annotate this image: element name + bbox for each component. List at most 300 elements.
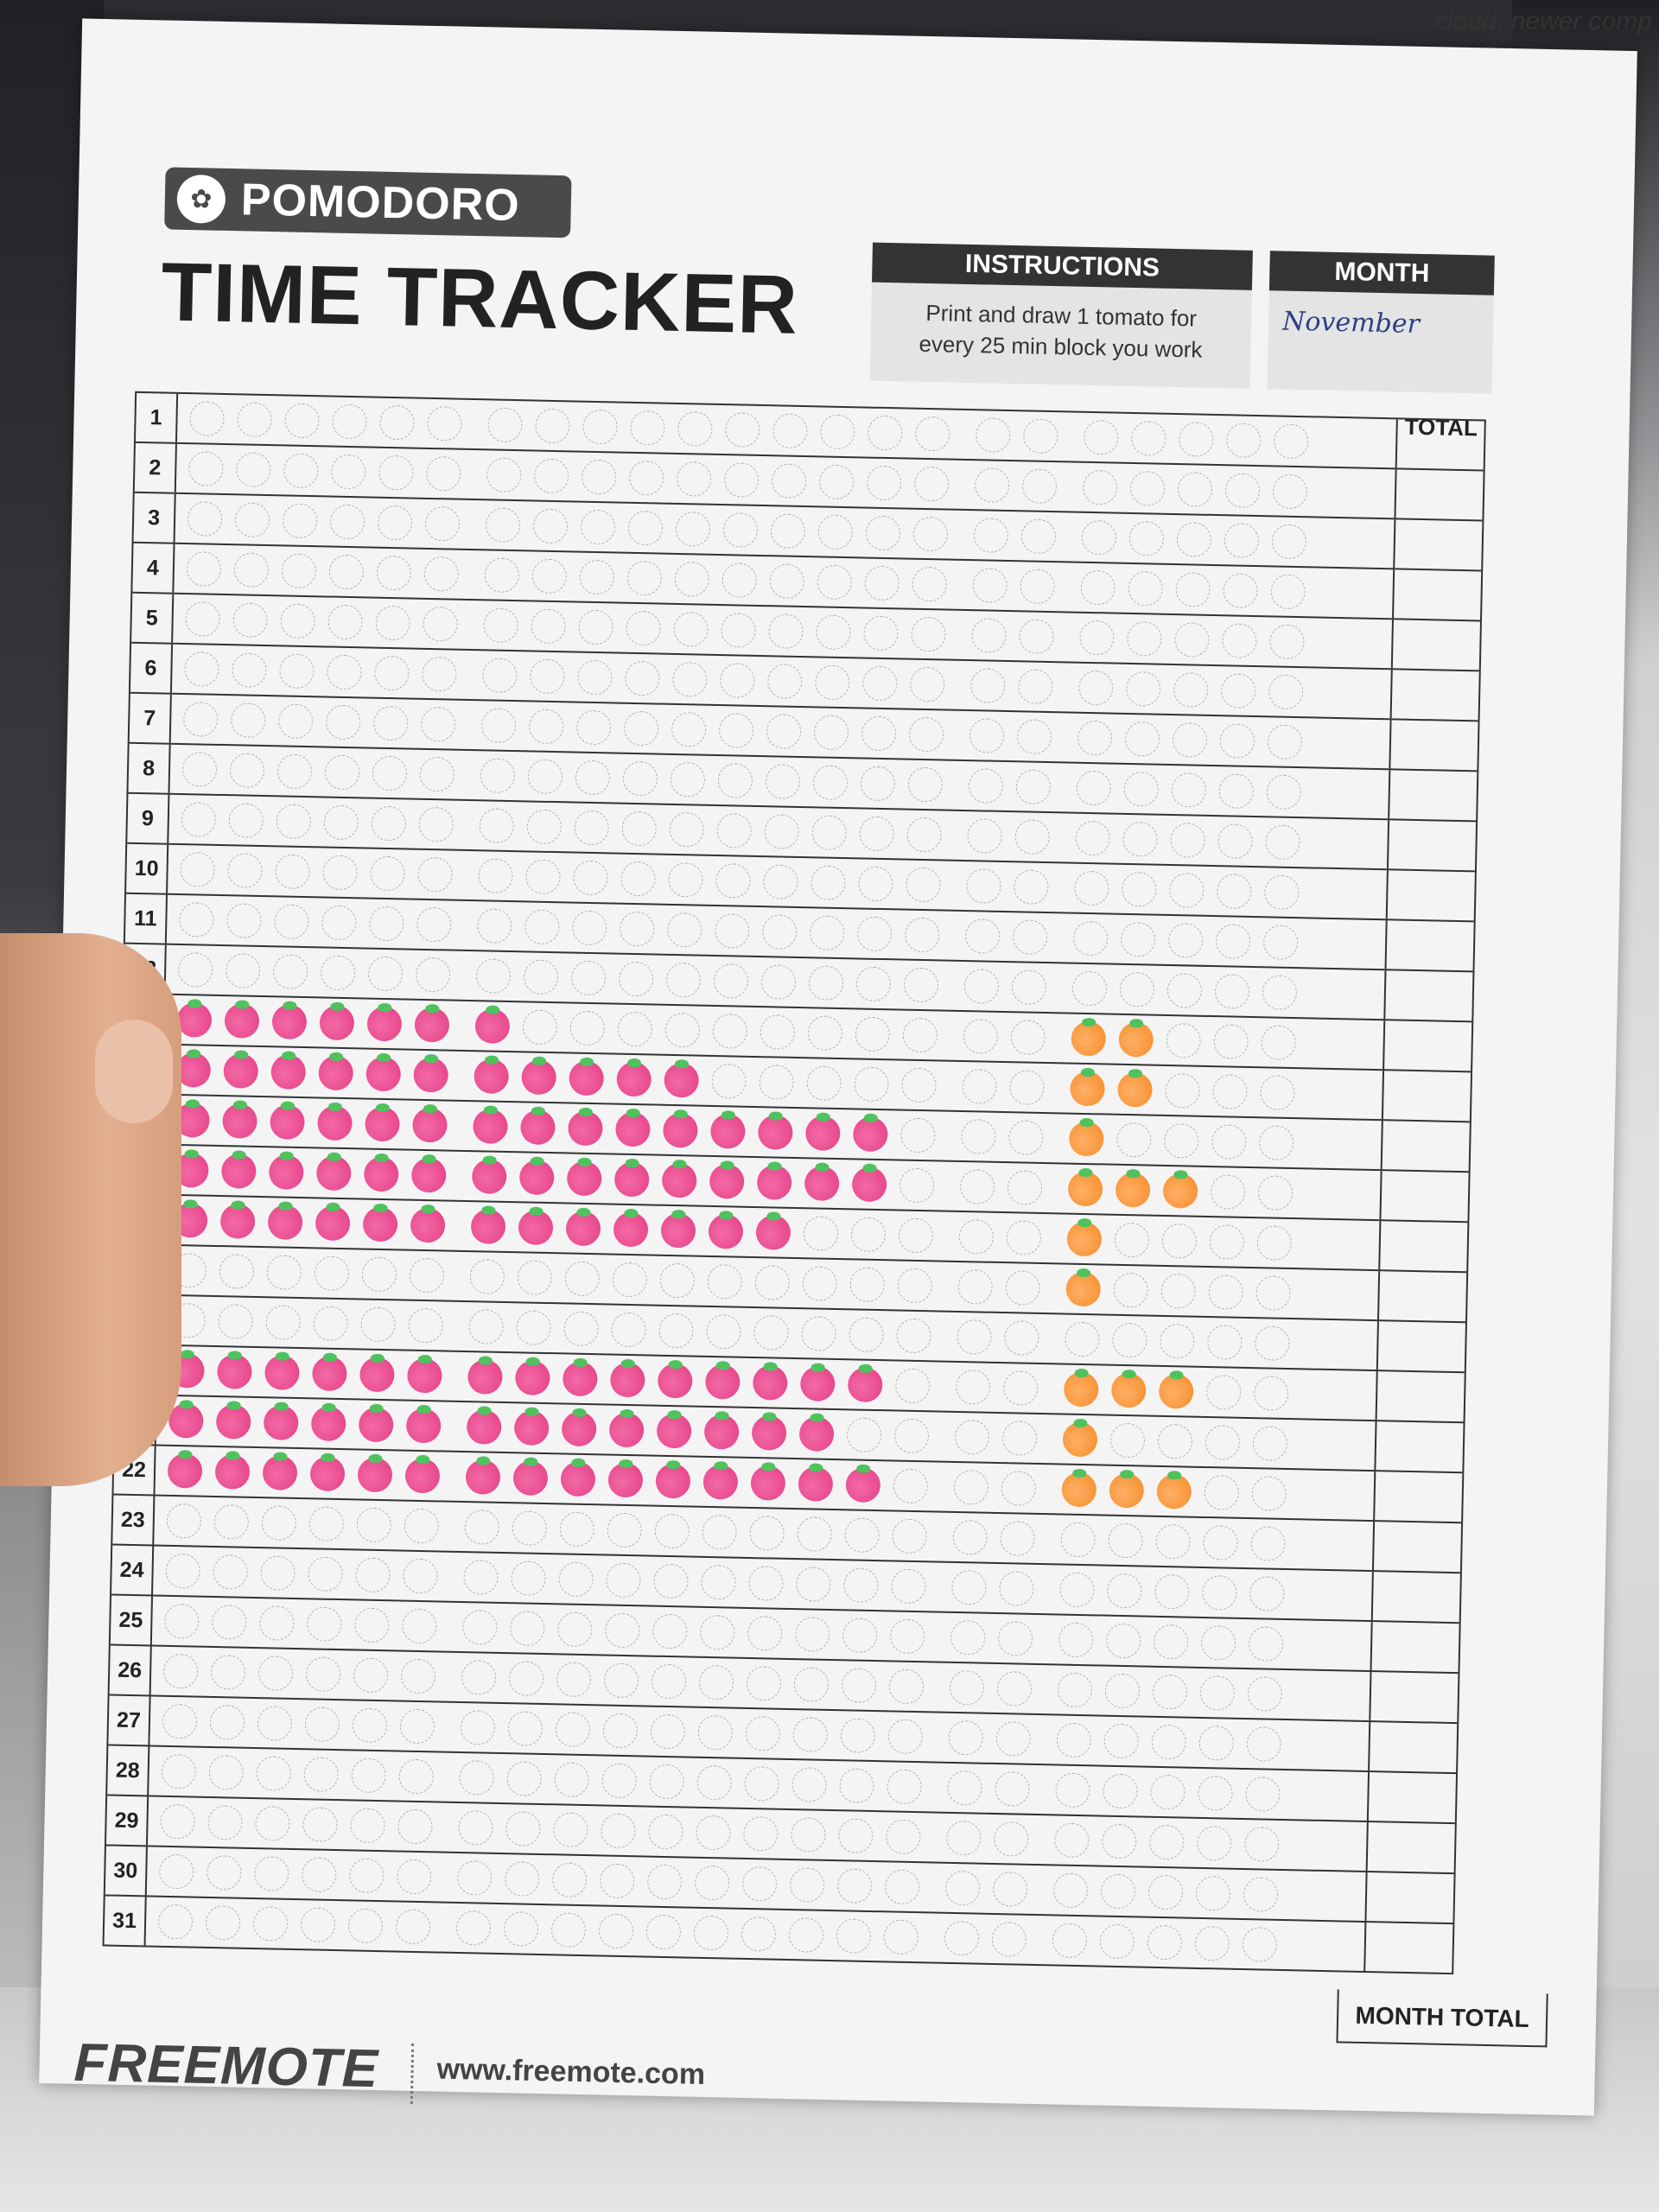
tomato-outline-icon (816, 614, 851, 650)
month-box (1268, 251, 1495, 393)
tomato-outline-icon (809, 965, 844, 1001)
tomato-outline-icon (531, 558, 567, 594)
day-number: 6 (130, 644, 173, 693)
tomato-outline-icon (796, 1567, 831, 1602)
tomato-outline-icon (233, 552, 269, 588)
tomato-pink-icon (269, 1154, 304, 1190)
tomato-orange-icon (1063, 1422, 1098, 1458)
tomato-outline-icon (606, 1563, 641, 1599)
day-total-cell (1389, 720, 1478, 770)
day-total-cell (1364, 1872, 1453, 1923)
tomato-outline-icon (326, 705, 361, 741)
tomato-outline-icon (554, 1762, 589, 1797)
tomato-outline-icon (1006, 1220, 1041, 1255)
tomato-outline-icon (283, 503, 318, 538)
tomato-outline-icon (516, 1310, 551, 1345)
tomato-outline-icon (259, 1605, 295, 1641)
tomato-pink-icon (272, 1004, 308, 1039)
tomato-outline-icon (517, 1260, 552, 1295)
tomato-outline-icon (572, 911, 607, 946)
tomato-outline-icon (1221, 673, 1256, 709)
day-number: 23 (112, 1496, 155, 1545)
tomato-outline-icon (654, 1514, 690, 1549)
tomato-outline-icon (361, 1257, 397, 1293)
tomato-outline-icon (1222, 623, 1257, 658)
tomato-outline-icon (837, 1868, 873, 1904)
tomato-outline-icon (185, 601, 220, 637)
tomato-outline-icon (763, 864, 798, 899)
tomato-outline-icon (666, 963, 702, 998)
tomato-outline-icon (577, 660, 613, 696)
tomato-outline-icon (672, 662, 708, 697)
tomato-outline-icon (302, 1807, 338, 1842)
tomato-outline-icon (1121, 922, 1156, 957)
tomato-outline-icon (944, 1921, 980, 1956)
tomato-outline-icon (630, 410, 665, 446)
tomato-outline-icon (573, 861, 608, 896)
tomato-outline-icon (867, 466, 902, 501)
tomato-outline-icon (373, 706, 409, 741)
tomato-pink-icon (853, 1116, 888, 1152)
tomato-outline-icon (623, 761, 658, 797)
tomato-outline-icon (1153, 1675, 1188, 1710)
day-number: 30 (105, 1846, 148, 1895)
tomato-pink-icon (704, 1414, 740, 1450)
tomato-outline-icon (483, 607, 518, 643)
tomato-outline-icon (1171, 772, 1206, 808)
tomato-pink-icon (316, 1155, 352, 1191)
tomato-pink-icon (359, 1407, 394, 1442)
tomato-outline-icon (815, 664, 850, 700)
tomato-outline-icon (1001, 1471, 1036, 1506)
tomato-outline-icon (1125, 721, 1160, 757)
tomato-outline-icon (1169, 873, 1205, 908)
tomato-outline-icon (330, 505, 365, 540)
tomato-pink-icon (411, 1158, 447, 1193)
tomato-outline-icon (530, 658, 565, 694)
tomato-outline-icon (476, 958, 512, 994)
tomato-pink-icon (513, 1460, 549, 1496)
day-number: 27 (108, 1695, 150, 1745)
tomato-outline-icon (1203, 1525, 1238, 1560)
tomato-outline-icon (556, 1662, 592, 1697)
day-total-cell (1388, 770, 1477, 820)
tomato-outline-icon (1058, 1672, 1093, 1707)
tomato-outline-icon (997, 1671, 1033, 1707)
tomato-outline-icon (759, 1065, 794, 1100)
tomato-outline-icon (182, 752, 218, 787)
tomato-outline-icon (1225, 473, 1261, 508)
tomato-outline-icon (976, 417, 1011, 453)
tomato-pink-icon (315, 1205, 351, 1241)
tomato-orange-icon (1070, 1071, 1105, 1107)
tomato-outline-icon (1154, 1624, 1189, 1660)
tomato-outline-icon (463, 1560, 499, 1595)
tomato-outline-icon (178, 952, 213, 988)
tomato-pink-icon (264, 1405, 299, 1440)
tomato-outline-icon (1165, 1073, 1200, 1109)
tomato-outline-icon (1161, 1224, 1197, 1259)
tomato-outline-icon (957, 1269, 993, 1305)
brand-badge (164, 167, 571, 238)
tomato-pink-icon (705, 1364, 741, 1400)
tomato-outline-icon (232, 652, 267, 688)
tomato-outline-icon (861, 715, 897, 751)
tomato-outline-icon (1020, 569, 1055, 604)
tomato-outline-icon (897, 1268, 932, 1303)
tracker-grid (103, 391, 1486, 1974)
tomato-outline-icon (695, 1866, 730, 1901)
day-total-cell (1363, 1923, 1452, 1973)
tomato-outline-icon (507, 1711, 543, 1746)
tomato-pink-icon (616, 1062, 652, 1097)
tomato-outline-icon (1266, 774, 1301, 810)
tomato-outline-icon (967, 818, 1002, 854)
tomato-outline-icon (766, 714, 802, 749)
tomato-outline-icon (1126, 671, 1161, 707)
tomato-outline-icon (899, 1218, 934, 1254)
day-number: 24 (111, 1546, 154, 1595)
tomato-outline-icon (571, 961, 607, 996)
tomato-outline-icon (676, 512, 711, 547)
tomato-outline-icon (534, 458, 569, 493)
tomato-outline-icon (235, 502, 270, 537)
tomato-outline-icon (211, 1655, 246, 1690)
footer-url: www.freemote.com (436, 2052, 706, 2092)
tomato-outline-icon (368, 957, 404, 992)
tomato-pink-icon (518, 1210, 554, 1245)
tomato-orange-icon (1068, 1172, 1103, 1207)
tomato-outline-icon (372, 756, 408, 791)
tomato-outline-icon (349, 1858, 385, 1893)
tomato-outline-icon (579, 560, 614, 595)
tomato-outline-icon (1149, 1825, 1185, 1860)
tomato-outline-icon (582, 460, 617, 495)
tomato-pink-icon (566, 1211, 601, 1246)
tomato-outline-icon (702, 1515, 737, 1550)
tomato-outline-icon (959, 1219, 995, 1255)
tomato-orange-icon (1071, 1021, 1106, 1057)
tomato-outline-icon (578, 610, 613, 645)
tomato-orange-icon (1116, 1173, 1151, 1208)
tomato-outline-icon (505, 1861, 540, 1897)
instructions-text (870, 283, 1252, 366)
tomato-outline-icon (804, 1216, 839, 1251)
tomato-orange-icon (1156, 1474, 1192, 1510)
day-number: 10 (126, 844, 168, 893)
tomato-outline-icon (535, 409, 570, 444)
tomato-outline-icon (767, 664, 803, 699)
tomato-pink-icon (312, 1356, 347, 1391)
day-number: 8 (128, 744, 170, 793)
tomato-outline-icon (1178, 472, 1213, 507)
tomato-pink-icon (800, 1366, 836, 1402)
tomato-outline-icon (1131, 421, 1166, 456)
tomato-outline-icon (900, 1118, 936, 1154)
tomato-outline-icon (569, 1010, 605, 1046)
tomato-pink-icon (702, 1465, 738, 1500)
tomato-pink-icon (410, 1208, 446, 1243)
tomato-outline-icon (1012, 969, 1047, 1005)
tomato-outline-icon (1102, 1824, 1137, 1859)
tomato-outline-icon (379, 405, 415, 441)
tomato-pink-icon (567, 1160, 602, 1196)
tomato-outline-icon (1054, 1822, 1090, 1858)
tomato-pink-icon (798, 1466, 833, 1502)
instructions-box (870, 243, 1253, 389)
tomato-outline-icon (274, 904, 309, 939)
tomato-outline-icon (401, 1659, 436, 1694)
tomato-outline-icon (427, 406, 462, 442)
tomato-outline-icon (818, 514, 854, 550)
tomato-outline-icon (866, 516, 901, 551)
tomato-pink-icon (365, 1057, 401, 1092)
tomato-outline-icon (1176, 522, 1211, 557)
tomato-outline-icon (1106, 1624, 1141, 1659)
tomato-outline-icon (753, 1315, 789, 1351)
tomato-pink-icon (520, 1109, 556, 1145)
tomato-outline-icon (1103, 1774, 1138, 1809)
tomato-pink-icon (657, 1414, 692, 1449)
tomato-pink-icon (168, 1453, 203, 1489)
tomato-outline-icon (794, 1667, 830, 1702)
tomato-outline-icon (1251, 1476, 1287, 1511)
tomato-pink-icon (467, 1359, 503, 1395)
tomato-pink-icon (658, 1363, 693, 1399)
tomato-outline-icon (303, 1757, 339, 1792)
tomato-outline-icon (531, 608, 566, 644)
tomato-outline-icon (1200, 1675, 1236, 1711)
tomato-outline-icon (280, 603, 315, 639)
tomato-outline-icon (165, 1554, 200, 1589)
tomato-outline-icon (810, 865, 846, 900)
tomato-outline-icon (327, 655, 362, 690)
tomato-outline-icon (207, 1805, 243, 1840)
tomato-pink-icon (805, 1116, 841, 1151)
tomato-outline-icon (314, 1255, 349, 1291)
tomato-outline-icon (864, 566, 899, 601)
tomato-outline-icon (213, 1554, 248, 1590)
tomato-outline-icon (528, 759, 563, 794)
tomato-outline-icon (604, 1662, 639, 1698)
tomato-outline-icon (480, 758, 516, 793)
tomato-outline-icon (423, 607, 458, 642)
tomato-outline-icon (416, 907, 452, 943)
tomato-outline-icon (721, 563, 757, 598)
day-total-cell (1371, 1572, 1460, 1622)
tomato-outline-icon (181, 802, 216, 837)
day-total-cell (1393, 519, 1482, 569)
tomato-outline-icon (720, 663, 755, 698)
tomato-pink-icon (562, 1411, 597, 1446)
tomato-outline-icon (265, 1305, 301, 1340)
tomato-outline-icon (965, 918, 1001, 954)
total-column-label: TOTAL (1404, 413, 1478, 442)
tomato-outline-icon (724, 462, 760, 498)
tomato-outline-icon (995, 1721, 1031, 1757)
day-total-cell (1382, 1071, 1471, 1121)
tomato-outline-icon (1059, 1573, 1095, 1608)
tomato-outline-icon (356, 1507, 391, 1542)
tomato-outline-icon (1211, 1124, 1247, 1160)
tomato-outline-icon (968, 768, 1003, 804)
tomato-outline-icon (914, 467, 950, 502)
tomato-outline-icon (886, 1819, 921, 1854)
tomato-outline-icon (694, 1916, 729, 1951)
tomato-outline-icon (847, 1417, 882, 1452)
tomato-outline-icon (308, 1506, 344, 1541)
tomato-outline-icon (999, 1571, 1034, 1606)
tomato-outline-icon (231, 702, 266, 738)
tomato-outline-icon (857, 916, 893, 951)
tomato-pink-icon (521, 1059, 556, 1095)
tomato-outline-icon (208, 1755, 244, 1790)
tomato-outline-icon (158, 1904, 194, 1940)
tomato-pink-icon (358, 1457, 393, 1492)
day-number: 22 (113, 1446, 156, 1495)
tomato-outline-icon (1263, 925, 1299, 960)
tomato-outline-icon (966, 868, 1001, 904)
day-total-cell (1383, 970, 1472, 1020)
tomato-pink-icon (263, 1455, 298, 1491)
tomato-outline-icon (328, 555, 364, 590)
tomato-outline-icon (422, 657, 457, 692)
day-total-cell (1382, 1020, 1471, 1071)
tomato-outline-icon (351, 1758, 386, 1793)
tomato-outline-icon (1081, 520, 1116, 556)
tomato-outline-icon (417, 857, 453, 893)
tomato-outline-icon (353, 1707, 388, 1743)
tomato-outline-icon (277, 753, 313, 789)
day-number: 2 (135, 443, 177, 493)
tomato-outline-icon (353, 1657, 389, 1693)
tomato-orange-icon (1163, 1173, 1198, 1209)
tomato-outline-icon (887, 1769, 922, 1804)
tomato-orange-icon (1159, 1374, 1194, 1409)
tomato-outline-icon (1065, 1322, 1100, 1357)
tomato-outline-icon (895, 1368, 931, 1403)
day-number: 5 (131, 594, 174, 643)
tomato-outline-icon (795, 1617, 830, 1652)
tomato-outline-icon (1170, 823, 1205, 858)
tomato-outline-icon (1160, 1274, 1196, 1309)
tomato-outline-icon (478, 858, 513, 893)
tomato-pink-icon (613, 1212, 649, 1248)
tomato-outline-icon (601, 1763, 637, 1798)
tomato-outline-icon (1256, 1225, 1292, 1261)
tomato-outline-icon (218, 1304, 253, 1339)
tomato-outline-icon (1213, 1024, 1249, 1059)
tomato-outline-icon (420, 757, 455, 792)
tomato-outline-icon (376, 556, 411, 591)
tomato-outline-icon (321, 905, 357, 940)
month-value: November (1281, 306, 1421, 340)
tomato-outline-icon (479, 808, 514, 843)
day-total-cell (1377, 1271, 1466, 1321)
tomato-outline-icon (860, 766, 895, 801)
tomato-pink-icon (756, 1215, 791, 1250)
tomato-outline-icon (1022, 468, 1058, 504)
tomato-outline-icon (160, 1804, 195, 1840)
tomato-outline-icon (765, 764, 800, 799)
tomato-outline-icon (907, 767, 943, 803)
tomato-outline-icon (742, 1866, 778, 1902)
tomato-outline-icon (854, 1066, 889, 1102)
tomato-outline-icon (1216, 924, 1251, 959)
tomato-outline-icon (226, 903, 262, 938)
tomato-pink-icon (656, 1464, 691, 1499)
tomato-outline-icon (1151, 1725, 1186, 1760)
day-number: 31 (105, 1896, 147, 1945)
tomato-outline-icon (696, 1815, 731, 1851)
tomato-outline-icon (969, 718, 1005, 753)
tomato-outline-icon (840, 1718, 875, 1753)
tomato-outline-icon (890, 1618, 925, 1654)
tomato-outline-icon (348, 1908, 384, 1943)
tomato-outline-icon (400, 1709, 435, 1745)
tomato-outline-icon (331, 454, 366, 490)
tomato-outline-icon (749, 1516, 785, 1551)
tomato-outline-icon (504, 1911, 539, 1947)
tomato-pink-icon (709, 1164, 745, 1199)
tomato-outline-icon (915, 416, 950, 452)
tomato-outline-icon (910, 667, 945, 702)
tomato-outline-icon (258, 1656, 294, 1691)
tomato-pink-icon (750, 1465, 785, 1501)
tomato-outline-icon (1017, 719, 1052, 754)
day-total-cell (1369, 1672, 1458, 1722)
tomato-outline-icon (994, 1821, 1029, 1857)
tomato-outline-icon (970, 668, 1006, 703)
tomato-outline-icon (1008, 1120, 1044, 1155)
tomato-outline-icon (553, 1812, 588, 1847)
tomato-outline-icon (790, 1867, 825, 1903)
tomato-pink-icon (474, 1008, 510, 1044)
tomato-outline-icon (486, 457, 522, 493)
tomato-outline-icon (1201, 1625, 1236, 1661)
tomato-outline-icon (1072, 971, 1108, 1007)
tomato-outline-icon (524, 959, 559, 995)
tomato-outline-icon (673, 612, 709, 647)
day-number: 28 (107, 1745, 149, 1795)
tomato-pink-icon (845, 1467, 880, 1503)
tomato-outline-icon (963, 1019, 998, 1054)
tomato-outline-icon (253, 1906, 289, 1942)
tomato-outline-icon (1271, 524, 1306, 559)
month-total-label: MONTH TOTAL (1336, 1989, 1548, 2047)
tomato-outline-icon (159, 1854, 194, 1890)
tomato-outline-icon (1175, 572, 1211, 607)
tomato-outline-icon (1218, 773, 1254, 809)
tomato-pink-icon (804, 1166, 840, 1201)
day-number: 26 (110, 1646, 152, 1695)
tomato-outline-icon (510, 1611, 545, 1646)
tomato-pink-icon (473, 1109, 508, 1144)
tomato-outline-icon (163, 1654, 199, 1689)
day-total-cell (1394, 469, 1483, 519)
tomato-outline-icon (1123, 772, 1159, 807)
tomato-outline-icon (255, 1806, 290, 1841)
day-total-cell (1385, 920, 1474, 970)
tomato-outline-icon (769, 563, 804, 599)
tomato-pink-icon (318, 1055, 353, 1090)
tomato-outline-icon (768, 613, 804, 649)
tomato-pink-icon (407, 1358, 442, 1394)
tomato-outline-icon (960, 1169, 995, 1205)
tomato-outline-icon (706, 1314, 741, 1350)
tomato-outline-icon (811, 815, 847, 850)
tomato-outline-icon (761, 964, 797, 1000)
